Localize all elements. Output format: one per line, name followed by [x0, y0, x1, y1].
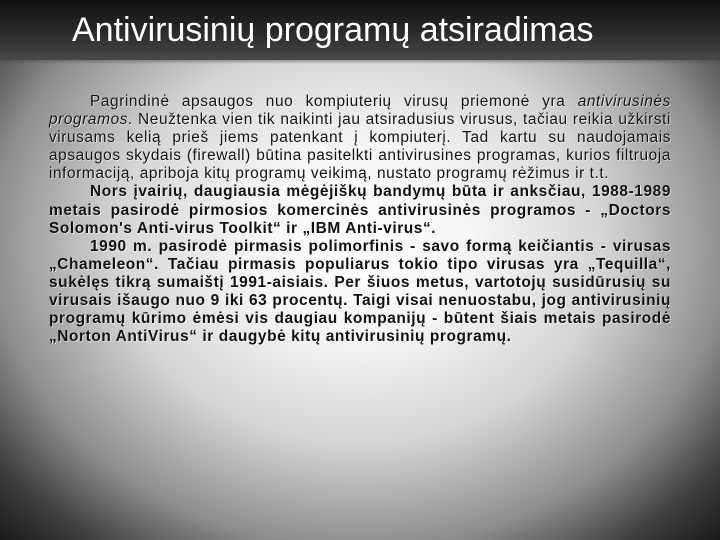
paragraph-antivirus-intro — [49, 93, 671, 183]
slide-body — [49, 93, 671, 346]
slide-title: Antivirusinių programų atsiradimas — [72, 11, 594, 49]
title-bar — [0, 0, 720, 60]
paragraph-first-commercial: Nors įvairių, daugiausia mėgėjiškų bandymų būta ir anksčiau, 1988-1989 metais pasirodė pirmosios komercinės antivirusinės programos - „Doctors Solomon's Anti-virus Toolkit“ ir „IBM Anti-virus“. — [49, 183, 671, 237]
paragraph-intro-emphasis: antivirusinės programos — [49, 93, 671, 129]
paragraph-intro-rest: . Neužtenka vien tik naikinti jau atsiradusius virusus, tačiau reikia užkirsti virusams kelią prieš jiems patenkant į kompiuterį. Tad kartu su naudojamais apsaugos skydais (firewall) būtina pasitelkti antivirusines programas, kurios filtruoja informaciją, apriboja kitų programų veikimą, nustato programų rėžimus ir t.t. — [49, 111, 671, 183]
paragraph-polymorphic-virus: 1990 m. pasirodė pirmasis polimorfinis - savo formą keičiantis - virusas „Chameleon“. Tačiau pirmasis populiarus tokio tipo virusas yra „Tequilla“, sukėlęs tikrą sumaištį 1991-aisiais. Per šiuos metus, vartotojų susidūrusių su virusais išaugo nuo 9 iki 63 procentų. Taigi visai nenuostabu, jog antivirusinių programų kūrimo ėmėsi vis daugiau kompanijų - būtent šiais metais pasirodė „Norton AntiVirus“ ir daugybė kitų antivirusinių programų. — [49, 237, 671, 346]
paragraph-intro-lead: Pagrindinė apsaugos nuo kompiuterių virusų priemonė yra — [90, 93, 578, 110]
